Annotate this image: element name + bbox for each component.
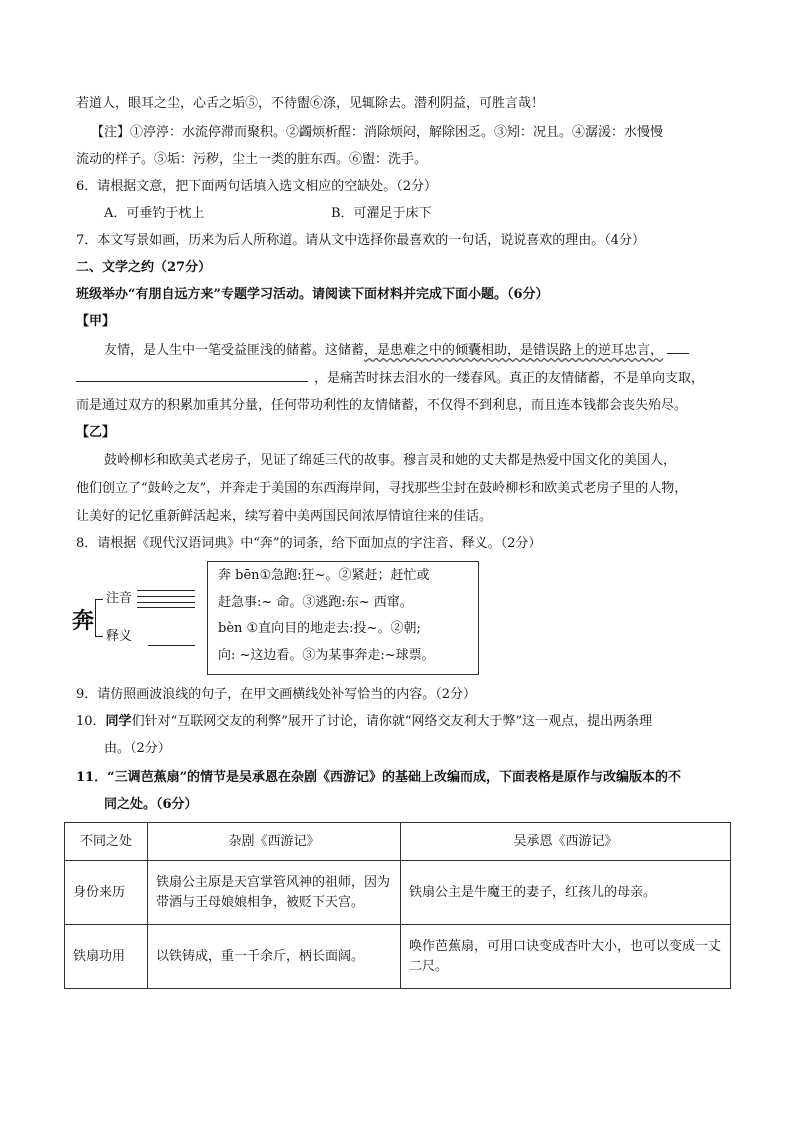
passage-tail: 若道人，眼耳之尘，心舌之垢⑤，不待盥⑥涤，见辄除去。潜利阴益，可胜言哉！ (76, 96, 545, 111)
question-10-line-1 (76, 713, 652, 731)
question-8: 8．请根据《现代汉语词典》中“奔”的词条，给下面加点的字注音、释义。（2分） (76, 536, 542, 551)
wavy-sentence: ，是患难之中的倾囊相助，是错误路上的逆耳忠言， (364, 343, 664, 358)
jia-line-2-text: ，是痛苦时抹去泪水的一缕春风。真正的友情储蓄，不是单向支取， (314, 371, 705, 386)
table-header: 吴承恩《西游记》 (401, 823, 731, 861)
fill-blank-start (667, 341, 689, 354)
q10-bold: 同学 (105, 714, 132, 729)
dict-line-2: 赶急事:~ 命。③逃跑:东~ 西窜。 (218, 595, 413, 610)
label-yi: 【乙】 (76, 425, 116, 440)
question-7: 7．本文写景如画，历来为后人所称道。请从文中选择你最喜欢的一句话，说说喜欢的理由。（4分） (76, 233, 646, 248)
table-row (65, 861, 731, 925)
notes-line-1: 【注】①渟渟：水流停滞而聚积。②蠲烦析酲：消除烦闷，解除困乏。③矧：况且。④潺湲：水慢慢 (91, 125, 664, 140)
question-6: 6．请根据文意，把下面两句话填入选文相应的空缺处。（2分） (76, 179, 438, 194)
jia-line-1-start: 友情，是人生中一笔受益匪浅的储蓄。这储蓄 (104, 343, 365, 358)
yi-line-3: 让美好的记忆重新鲜活起来，续写着中美两国民间浓厚情谊往来的佳话。 (76, 509, 493, 524)
activity-instruction: 班级举办“有朋自远方来”专题学习活动。请阅读下面材料并完成下面小题。（6分） (76, 287, 549, 302)
pron-blank-1 (137, 590, 195, 591)
dict-line-4: 向: ~这边看。③为某事奔走:~球票。 (218, 648, 435, 663)
q10-number: 10． (76, 714, 106, 729)
question-11-line-1: 11．“三调芭蕉扇”的情节是吴承恩在杂剧《西游记》的基础上改编而成，下面表格是原作与改编版本的不 (76, 770, 682, 785)
jia-line-1 (104, 341, 689, 360)
pronunciation-label: 注音 (106, 591, 133, 606)
table-header-row (65, 823, 731, 861)
table-cell: 唤作芭蕉扇，可用口诀变成杏叶大小，也可以变成一丈二尺。 (401, 925, 731, 989)
table-cell: 铁扇功用 (65, 925, 148, 989)
yi-line-2: 他们创立了“鼓岭之友”，并奔走于美国的东西海岸间，寻找那些尘封在鼓岭柳杉和欧美式老房子里的人物， (76, 481, 688, 496)
q6-option-b: B．可濯足于床下 (331, 206, 432, 221)
section-2-heading: 二、文学之约（27分） (76, 260, 212, 275)
q10-text: 们针对“互联网交友的利弊”展开了讨论，请你就“网络交友利大于弊”这一观点，提出两条理 (131, 714, 653, 729)
label-jia: 【甲】 (76, 314, 116, 329)
table-row (65, 925, 731, 989)
dict-line-1: 奔 bēn①急跑:狂~。②紧赶；赶忙或 (218, 568, 430, 583)
jia-line-3: 而是通过双方的积累加重其分量，任何带功利性的友情储蓄，不仅得不到利息，而且连本钱都会丧失殆尽。 (76, 398, 688, 413)
question-11-line-2: 同之处。（6分） (104, 797, 198, 812)
question-10-line-2: 由。（2分） (104, 741, 171, 756)
pron-blank-4 (137, 607, 195, 608)
comparison-table (64, 822, 731, 989)
table-cell: 以铁铸成，重一千余斤，柄长面阔。 (148, 925, 401, 989)
jia-line-2 (76, 369, 704, 388)
headword-char: 奔 (72, 608, 95, 634)
dict-line-3: bèn ①直向目的地走去:投~。②朝; (218, 621, 421, 636)
table-header: 杂剧《西游记》 (148, 823, 401, 861)
dictionary-entry-box (207, 561, 479, 675)
table-cell: 身份来历 (65, 861, 148, 925)
table-cell: 铁扇公主是牛魔王的妻子，红孩儿的母亲。 (401, 861, 731, 925)
pron-blank-3 (137, 602, 195, 603)
bracket-vertical (95, 599, 96, 637)
bracket-bottom (95, 636, 103, 637)
table-cell: 铁扇公主原是天宫掌管风神的祖师，因为带酒与王母娘娘相争，被贬下天宫。 (148, 861, 401, 925)
question-9: 9．请仿照画波浪线的句子，在甲文画横线处补写恰当的内容。（2分） (76, 687, 477, 702)
pron-blank-2 (137, 596, 195, 597)
notes-line-2: 流动的样子。⑤垢：污秽，尘土一类的脏东西。⑥盥：洗手。 (76, 152, 428, 167)
q6-option-a: A．可垂钓于枕上 (104, 206, 205, 221)
table-header: 不同之处 (65, 823, 148, 861)
definition-label: 释义 (106, 629, 133, 644)
bracket-top (95, 599, 103, 600)
fill-blank (76, 369, 308, 382)
yi-line-1: 鼓岭柳杉和欧美式老房子，见证了绵延三代的故事。穆言灵和她的丈夫都是热爱中国文化的美国人， (104, 453, 677, 468)
def-blank (148, 645, 195, 646)
